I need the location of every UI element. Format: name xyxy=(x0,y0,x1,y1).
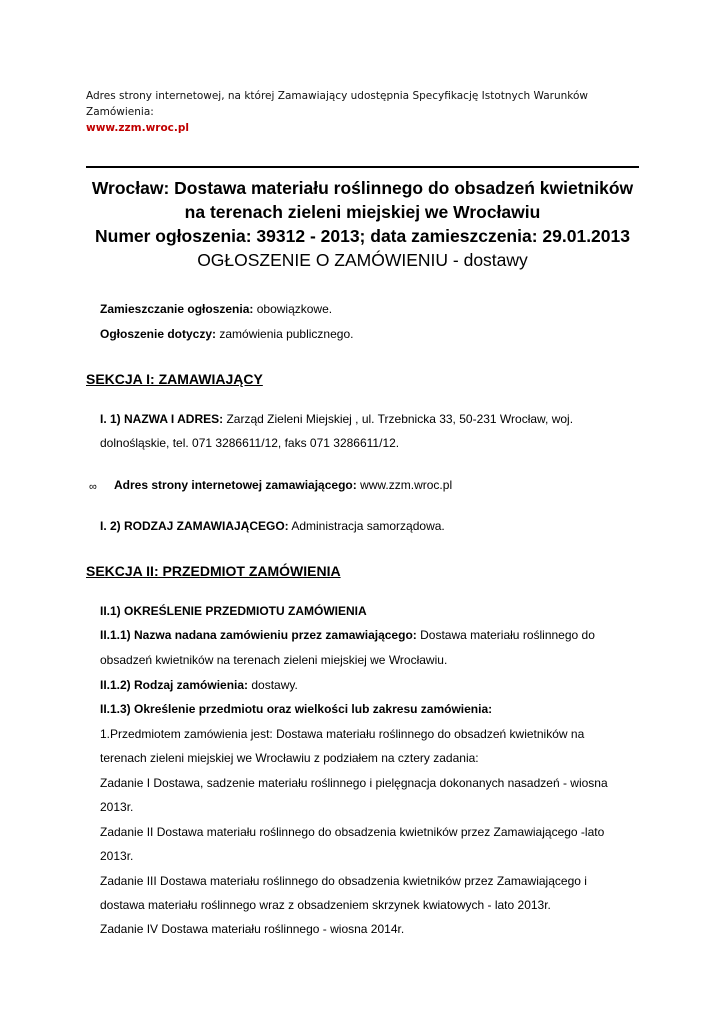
contract-name-value-2: obsadzeń kwietników na terenach zieleni miejskiej we Wrocławiu. xyxy=(100,653,448,667)
contract-name-row xyxy=(100,627,595,643)
contract-name-label: II.1.1) Nazwa nadana zamówieniu przez zamawiającego: xyxy=(100,628,417,642)
scope-line: 2013r. xyxy=(100,849,134,863)
scope-label: II.1.3) Określenie przedmiotu oraz wielkości lub zakresu zamówienia: xyxy=(100,702,493,716)
title-line-4: OGŁOSZENIE O ZAMÓWIENIU - dostawy xyxy=(197,250,528,270)
contract-kind-value: dostawy. xyxy=(251,678,298,692)
scope-line: Zadanie I Dostawa, sadzenie materiału roślinnego i pielęgnacja dokonanych nasadzeń - wiosna xyxy=(100,776,608,790)
contracting-type-value: Administracja samorządowa. xyxy=(291,519,445,533)
scope-line: 1.Przedmiotem zamówienia jest: Dostawa materiału roślinnego do obsadzeń kwietników na xyxy=(100,727,585,741)
placement-label: Zamieszczanie ogłoszenia: xyxy=(100,302,254,316)
name-address-value-2: dolnośląskie, tel. 071 3286611/12, faks 071 3286611/12. xyxy=(100,436,400,450)
header-link[interactable]: www.zzm.wroc.pl xyxy=(86,122,189,134)
scope-line: 2013r. xyxy=(100,800,134,814)
title-line-3: Numer ogłoszenia: 39312 - 2013; data zamieszczenia: 29.01.2013 xyxy=(95,226,630,246)
name-address-value-1: Zarząd Zieleni Miejskiej , ul. Trzebnicka 33, 50-231 Wrocław, woj. xyxy=(226,412,574,426)
scope-line: Zadanie IV Dostawa materiału roślinnego - wiosna 2014r. xyxy=(100,922,405,936)
placement-row xyxy=(100,301,332,317)
scope-line: Zadanie III Dostawa materiału roślinnego do obsadzenia kwietników przez Zamawiającego i xyxy=(100,874,587,888)
concerns-label: Ogłoszenie dotyczy: xyxy=(100,327,217,341)
name-address-label: I. 1) NAZWA I ADRES: xyxy=(100,412,224,426)
contract-kind-row xyxy=(100,677,298,693)
section-1-heading: SEKCJA I: ZAMAWIAJĄCY xyxy=(86,371,263,387)
title-line-2: na terenach zieleni miejskiej we Wrocławiu xyxy=(184,202,541,222)
website-value[interactable]: www.zzm.wroc.pl xyxy=(360,478,453,492)
concerns-row xyxy=(100,326,353,342)
website-label: Adres strony internetowej zamawiającego: xyxy=(114,478,357,492)
horizontal-rule xyxy=(86,166,639,168)
contracting-type-row xyxy=(100,518,445,534)
name-address-row xyxy=(100,411,573,427)
scope-line: dostawa materiału roślinnego wraz z obsadzeniem skrzynek kwiatowych - lato 2013r. xyxy=(100,898,551,912)
website-row xyxy=(114,477,452,493)
contract-name-value-1: Dostawa materiału roślinnego do xyxy=(420,628,595,642)
contracting-type-label: I. 2) RODZAJ ZAMAWIAJĄCEGO: xyxy=(100,519,289,533)
contract-kind-label: II.1.2) Rodzaj zamówienia: xyxy=(100,678,249,692)
title-line-1: Wrocław: Dostawa materiału roślinnego do obsadzeń kwietników xyxy=(91,178,634,198)
header-note-text: Adres strony internetowej, na której Zamawiający udostępnia Specyfikację Istotnych Warunków Zamówienia: xyxy=(86,90,589,118)
section-2-heading: SEKCJA II: PRZEDMIOT ZAMÓWIENIA xyxy=(86,563,341,579)
placement-value: obowiązkowe. xyxy=(256,302,333,316)
header-note xyxy=(86,88,626,136)
document-title xyxy=(86,176,639,272)
scope-line: Zadanie II Dostawa materiału roślinnego do obsadzenia kwietników przez Zamawiającego -lato xyxy=(100,825,605,839)
concerns-value: zamówienia publicznego. xyxy=(219,327,354,341)
subject-subheading: II.1) OKREŚLENIE PRZEDMIOTU ZAMÓWIENIA xyxy=(100,604,367,618)
scope-line: terenach zieleni miejskiej we Wrocławiu z podziałem na cztery zadania: xyxy=(100,751,479,765)
infinity-bullet-icon: ∞ xyxy=(89,481,97,493)
